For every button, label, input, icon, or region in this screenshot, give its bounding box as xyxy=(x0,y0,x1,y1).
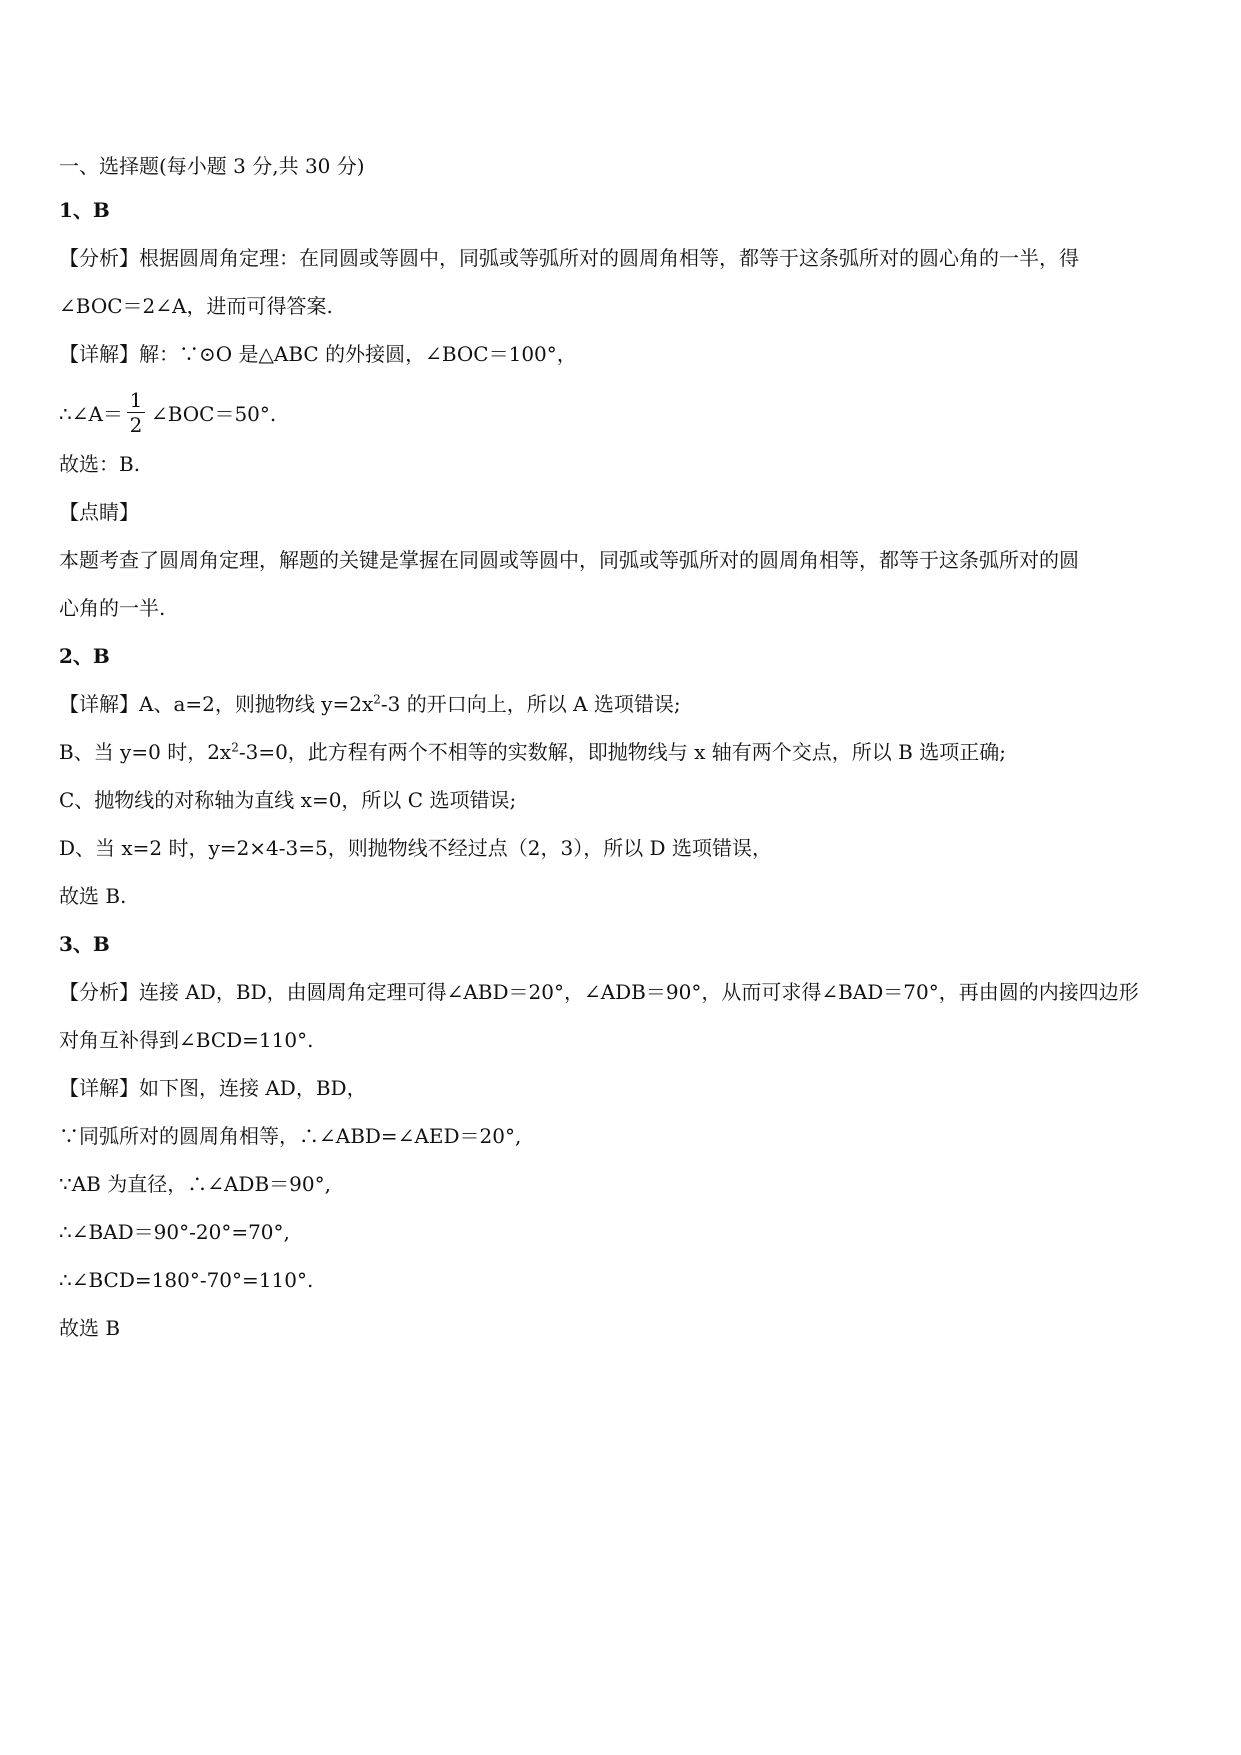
q3-step-3: ∴∠BAD＝90°-20°=70°, xyxy=(59,1220,290,1244)
q1-analysis-cont: ∠BOC＝2∠A，进而可得答案. xyxy=(59,294,333,318)
section-title: 一、选择题(每小题 3 分,共 30 分) xyxy=(59,154,365,178)
fraction-numerator: 1 xyxy=(129,387,143,412)
q2-detail-b-text: B、当 y=0 时，2x xyxy=(59,740,232,764)
q1-analysis: 【分析】根据圆周角定理：在同圆或等圆中，同弧或等弧所对的圆周角相等，都等于这条弧所对的圆心角的一半，得 xyxy=(59,246,1079,270)
q1-formula xyxy=(59,384,276,440)
q1-choice: 故选：B. xyxy=(59,452,141,476)
q2-detail-b-text-end: -3=0，此方程有两个不相等的实数解，即抛物线与 x 轴有两个交点，所以 B 选项正确; xyxy=(238,740,1006,764)
q2-detail-a-text-end: -3 的开口向上，所以 A 选项错误; xyxy=(380,692,681,716)
q1-detail: 【详解】解：∵⊙O 是△ABC 的外接圆，∠BOC＝100°， xyxy=(59,342,577,366)
q3-step-4: ∴∠BCD=180°-70°=110°. xyxy=(59,1268,314,1292)
q1-formula-prefix: ∴∠A＝ xyxy=(59,401,123,426)
q3-step-1: ∵同弧所对的圆周角相等，∴∠ABD=∠AED＝20°, xyxy=(59,1124,522,1148)
q3-detail: 【详解】如下图，连接 AD，BD， xyxy=(59,1076,367,1100)
q1-tip-cont: 心角的一半. xyxy=(59,596,166,620)
q2-detail-d: D、当 x=2 时，y=2×4-3=5，则抛物线不经过点（2，3），所以 D 选项错误， xyxy=(59,836,772,860)
fraction xyxy=(127,388,145,437)
q2-number: 2、B xyxy=(59,644,110,668)
q3-analysis-cont: 对角互补得到∠BCD=110°. xyxy=(59,1028,314,1052)
q2-choice: 故选 B. xyxy=(59,884,127,908)
fraction-denominator: 2 xyxy=(129,412,143,437)
q3-step-2: ∵AB 为直径，∴∠ADB＝90°, xyxy=(59,1172,331,1196)
q1-number: 1、B xyxy=(59,198,110,222)
q1-tip-heading: 【点睛】 xyxy=(59,500,139,524)
exponent: 2 xyxy=(373,692,381,707)
q2-detail-b xyxy=(59,738,1201,766)
q3-number: 3、B xyxy=(59,932,110,956)
q2-detail-a xyxy=(59,690,1201,718)
q2-detail-c: C、抛物线的对称轴为直线 x=0，所以 C 选项错误; xyxy=(59,788,517,812)
q1-tip: 本题考查了圆周角定理，解题的关键是掌握在同圆或等圆中，同弧或等弧所对的圆周角相等，都等于这条弧所对的圆 xyxy=(59,548,1079,572)
exponent: 2 xyxy=(231,740,239,755)
q1-formula-suffix: ∠BOC＝50°. xyxy=(150,401,277,426)
q3-analysis: 【分析】连接 AD，BD，由圆周角定理可得∠ABD＝20°，∠ADB＝90°，从而可求得∠BAD＝70°，再由圆的内接四边形 xyxy=(59,980,1139,1004)
q2-detail-a-text: 【详解】A、a=2，则抛物线 y=2x xyxy=(59,692,374,716)
q3-choice: 故选 B xyxy=(59,1316,121,1340)
